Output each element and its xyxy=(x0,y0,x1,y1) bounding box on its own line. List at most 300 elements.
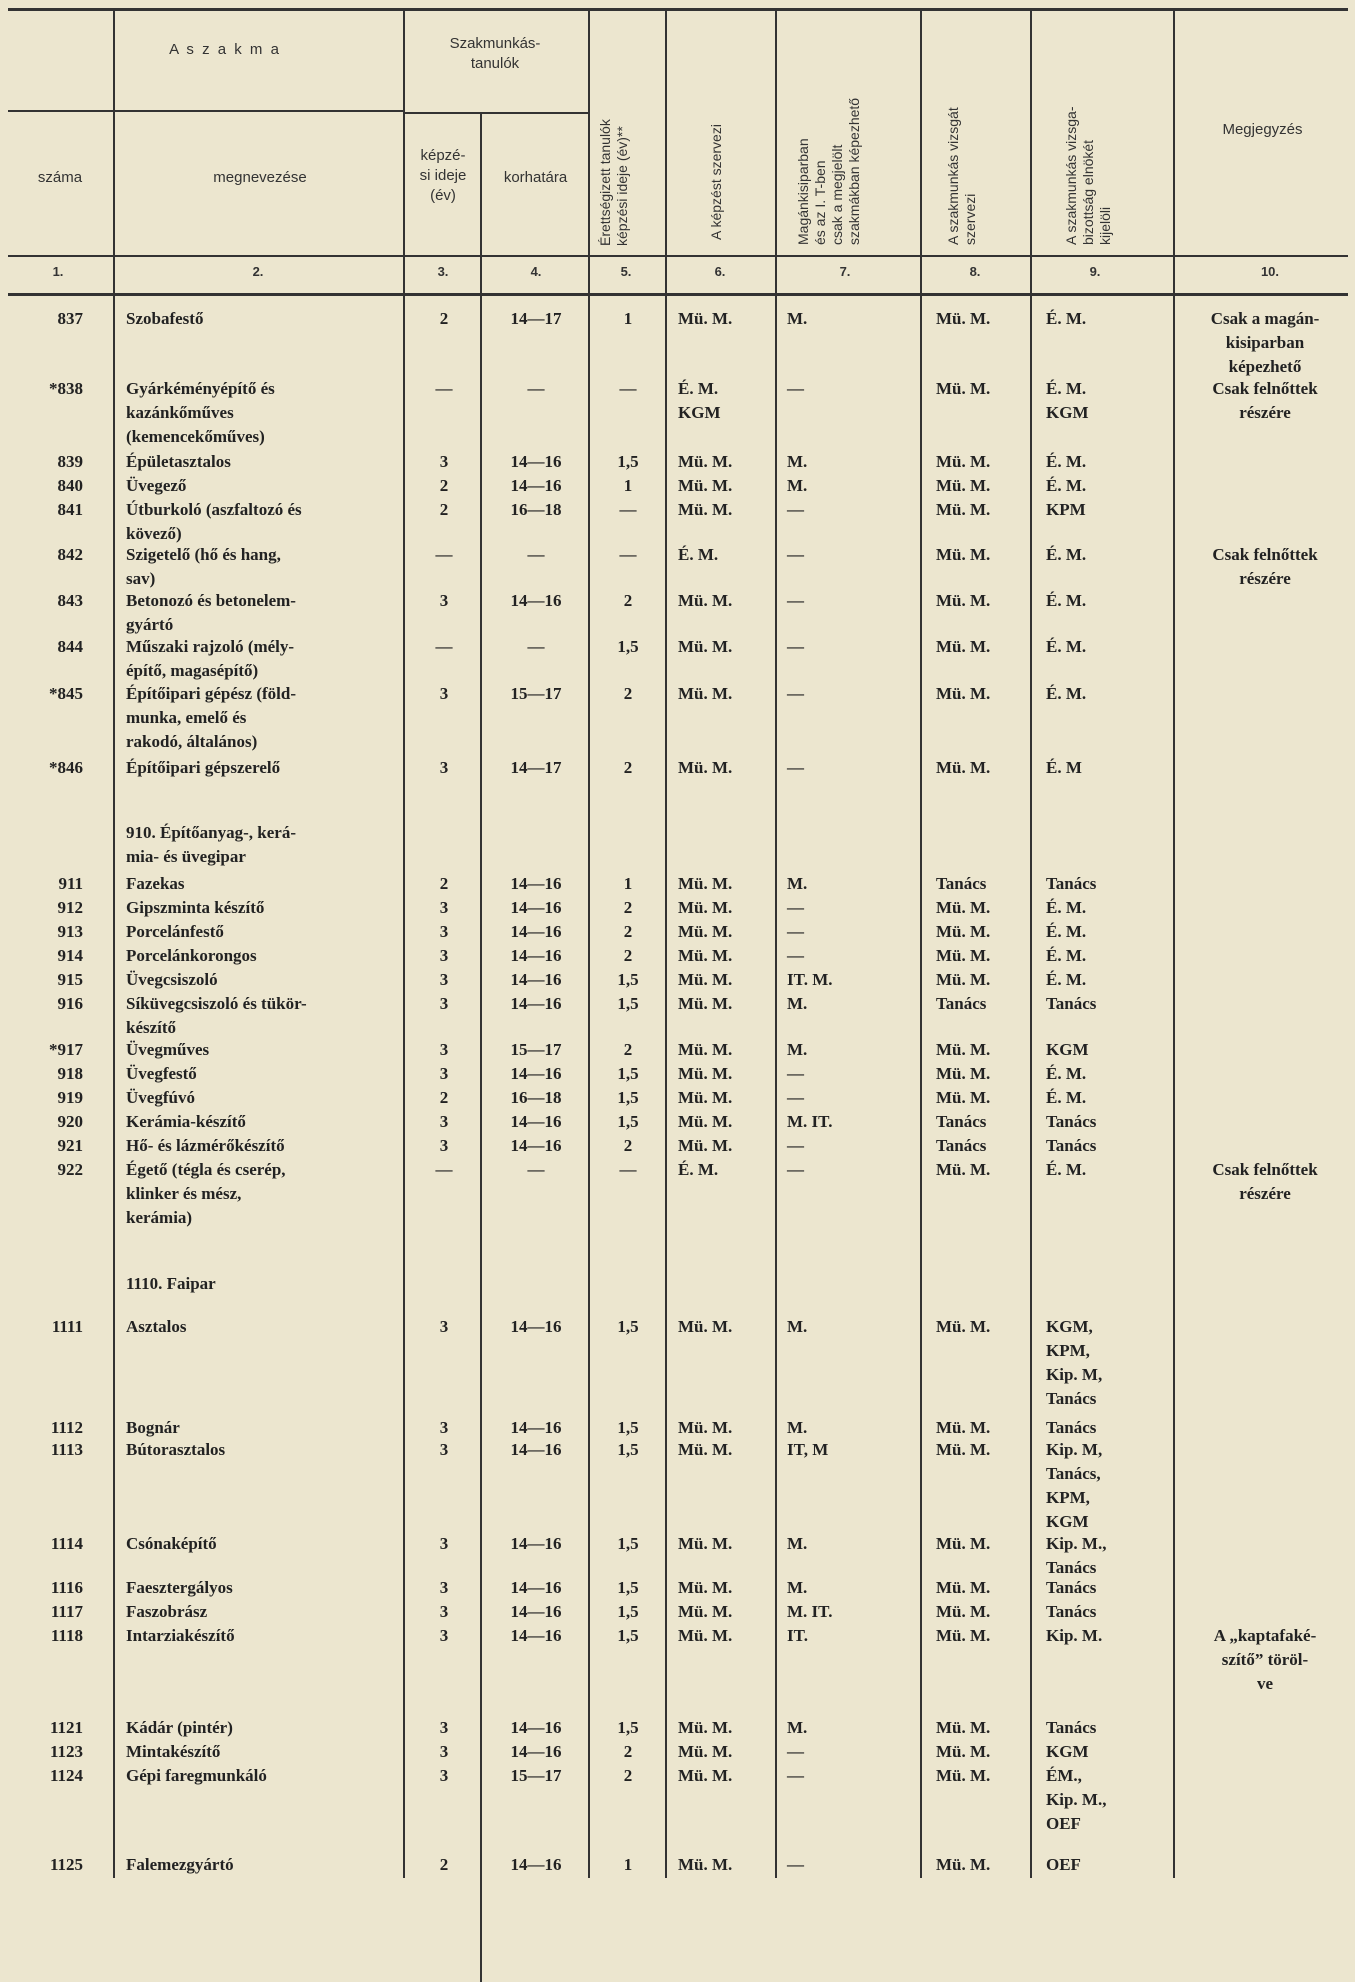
table-cell-name: Hő- és lázmérőkészítő xyxy=(126,1136,285,1155)
table-cell-c6: Mü. M. xyxy=(678,1418,733,1437)
table-cell-c5: 1,5 xyxy=(617,1317,639,1336)
table-cell-c4: 14—17 xyxy=(510,758,562,777)
table-cell-c4: 14—16 xyxy=(510,1440,562,1459)
table-cell-c5: 2 xyxy=(623,684,633,703)
table-cell-c8: Mü. M. xyxy=(936,1418,991,1437)
table-cell-c4: 14—16 xyxy=(510,591,562,610)
table-cell-c3: 2 xyxy=(439,476,449,495)
table-cell-num: *846 xyxy=(49,758,83,777)
table-cell-c6: É. M. xyxy=(678,545,719,564)
table-cell-name: Faszobrász xyxy=(126,1602,208,1621)
top-rule xyxy=(8,8,1348,11)
header-megnevezese: megnevezése xyxy=(213,169,307,186)
table-cell-c6: Mü. M. xyxy=(678,1855,733,1874)
table-cell-c4: 15—17 xyxy=(510,1766,562,1785)
table-cell-c5: 1,5 xyxy=(617,637,639,656)
table-cell-c5: — xyxy=(619,379,637,398)
table-cell-c9: Tanács xyxy=(1046,1136,1097,1155)
table-cell-num: 844 xyxy=(57,637,83,656)
table-cell-c6: Mü. M. xyxy=(678,309,733,328)
table-cell-c8: Mü. M. xyxy=(936,758,991,777)
table-cell-c8: Mü. M. xyxy=(936,591,991,610)
table-cell-c5: 1,5 xyxy=(617,1534,639,1553)
table-cell-name: Építőipari gépész (föld- munka, emelő és rakodó, általános) xyxy=(126,684,296,751)
table-cell-c4: 14—16 xyxy=(510,1855,562,1874)
table-cell-c4: 14—16 xyxy=(510,1602,562,1621)
table-cell-c9: É. M. xyxy=(1046,1064,1087,1083)
table-cell-c3: 2 xyxy=(439,1088,449,1107)
table-cell-c7: — xyxy=(787,1088,804,1107)
table-cell-c7: M. xyxy=(787,874,808,893)
table-cell-c8: Mü. M. xyxy=(936,1440,991,1459)
table-cell-c3: 3 xyxy=(439,452,449,471)
table-cell-c4: 14—16 xyxy=(510,922,562,941)
table-cell-c5: 1 xyxy=(623,874,633,893)
header-korhatara: korhatára xyxy=(503,169,568,186)
table-cell-c9: É. M. xyxy=(1046,946,1087,965)
table-cell-c4: 14—17 xyxy=(510,309,562,328)
table-cell-c8: Mü. M. xyxy=(936,452,991,471)
table-cell-c6: Mü. M. xyxy=(678,452,733,471)
table-cell-c9: KGM xyxy=(1046,1040,1089,1059)
table-cell-c8: Mü. M. xyxy=(936,970,991,989)
table-cell-c6: Mü. M. xyxy=(678,874,733,893)
subheader-rule-2 xyxy=(403,112,588,114)
table-cell-c5: 2 xyxy=(623,1136,633,1155)
table-cell-c8: Mü. M. xyxy=(936,946,991,965)
table-cell-name: Szigetelő (hő és hang, sav) xyxy=(126,545,281,588)
header-szama: száma xyxy=(37,169,83,186)
table-cell-c4: 14—16 xyxy=(510,1136,562,1155)
table-cell-name: Szobafestő xyxy=(126,309,204,328)
table-cell-c4: 14—16 xyxy=(510,1626,562,1645)
table-cell-c7: M. IT. xyxy=(787,1112,833,1131)
table-cell-c10: A „kaptafaké- szítő” töröl- ve xyxy=(1213,1626,1317,1693)
table-cell-c9: É. M. xyxy=(1046,637,1087,656)
table-cell-c7: — xyxy=(787,637,804,656)
table-cell-c9: ÉM., Kip. M., OEF xyxy=(1046,1766,1107,1833)
table-cell-c9: É. M. xyxy=(1046,1088,1087,1107)
table-cell-c9: É. M. xyxy=(1046,452,1087,471)
table-cell-c7: — xyxy=(787,1160,804,1179)
table-cell-num: 918 xyxy=(57,1064,83,1083)
table-cell-c7: — xyxy=(787,545,804,564)
colnum-bottom-rule xyxy=(8,293,1348,296)
table-cell-c4: 14—16 xyxy=(510,1578,562,1597)
table-cell-c5: 1,5 xyxy=(617,452,639,471)
table-cell-c4: 14—16 xyxy=(510,476,562,495)
table-cell-name: Kádár (pintér) xyxy=(126,1718,233,1737)
table-cell-c7: M. xyxy=(787,309,808,328)
table-cell-c4: 15—17 xyxy=(510,684,562,703)
table-cell-c7: M. xyxy=(787,1718,808,1737)
table-cell-c3: 3 xyxy=(439,970,449,989)
table-cell-c5: 1,5 xyxy=(617,1626,639,1645)
table-cell-c6: Mü. M. xyxy=(678,1064,733,1083)
header-vizsgat-szervezi: A szakmunkás vizsgát szervezi xyxy=(945,107,978,245)
table-cell-c3: 2 xyxy=(439,309,449,328)
colnum-2: 2. xyxy=(252,264,264,279)
table-cell-c8: Tanács xyxy=(936,874,987,893)
table-cell-num: 1116 xyxy=(50,1578,83,1597)
table-cell-c5: 1 xyxy=(623,309,633,328)
header-magankisipar: Magánkisiparban és az I. T-ben csak a megjelölt szakmákban képezhető xyxy=(795,97,862,245)
table-cell-name: Fazekas xyxy=(126,874,185,893)
table-cell-c9: É. M. xyxy=(1046,970,1087,989)
table-cell-name: Üvegcsiszoló xyxy=(126,970,218,989)
table-cell-c3: 3 xyxy=(439,1766,449,1785)
table-cell-c6: Mü. M. xyxy=(678,758,733,777)
column-divider xyxy=(113,8,115,1878)
table-cell-c9: Tanács xyxy=(1046,994,1097,1013)
table-cell-name: Üvegműves xyxy=(126,1040,210,1059)
table-cell-name: Intarziakészítő xyxy=(126,1626,235,1645)
table-cell-c8: Mü. M. xyxy=(936,684,991,703)
table-cell-c7: — xyxy=(787,379,804,398)
table-cell-num: 915 xyxy=(57,970,83,989)
table-cell-c8: Tanács xyxy=(936,1136,987,1155)
table-cell-c9: É. M. xyxy=(1046,591,1087,610)
table-cell-c9: Tanács xyxy=(1046,1718,1097,1737)
table-cell-c7: — xyxy=(787,1855,804,1874)
table-cell-c3: 3 xyxy=(439,1317,449,1336)
header-kepzest-szervezi: A képzést szervezi xyxy=(708,124,724,240)
table-cell-c3: — xyxy=(435,545,453,564)
table-cell-c7: — xyxy=(787,1742,804,1761)
table-cell-c3: 3 xyxy=(439,1626,449,1645)
table-cell-c8: Mü. M. xyxy=(936,1317,991,1336)
table-cell-num: 1113 xyxy=(50,1440,83,1459)
table-cell-c8: Mü. M. xyxy=(936,1040,991,1059)
table-cell-num: 1123 xyxy=(49,1742,83,1761)
table-cell-c9: Tanács xyxy=(1046,1418,1097,1437)
table-cell-c10: Csak felnőttek részére xyxy=(1212,379,1318,422)
table-cell-c9: Tanács xyxy=(1046,1112,1097,1131)
colnum-3: 3. xyxy=(437,264,449,279)
table-cell-c8: Mü. M. xyxy=(936,1766,991,1785)
table-cell-c4: 14—16 xyxy=(510,898,562,917)
table-cell-c7: M. xyxy=(787,1317,808,1336)
table-cell-c6: Mü. M. xyxy=(678,591,733,610)
table-cell-name: Gyárkéményépítő és kazánkőműves (kemencekőműves) xyxy=(126,379,275,446)
table-cell-num: 914 xyxy=(57,946,83,965)
table-cell-c8: Mü. M. xyxy=(936,500,991,519)
table-cell-c9: É. M. xyxy=(1046,545,1087,564)
table-cell-num: 1111 xyxy=(51,1317,83,1336)
table-cell-c5: — xyxy=(619,500,637,519)
table-cell-c6: Mü. M. xyxy=(678,922,733,941)
table-cell-c4: 14—16 xyxy=(510,970,562,989)
table-cell-num: 912 xyxy=(57,898,83,917)
table-cell-c7: — xyxy=(787,922,804,941)
table-cell-c9: É. M. xyxy=(1046,922,1087,941)
table-cell-c9: Tanács xyxy=(1046,1602,1097,1621)
table-cell-c8: Mü. M. xyxy=(936,1160,991,1179)
table-cell-c8: Tanács xyxy=(936,1112,987,1131)
table-cell-c10: Csak felnőttek részére xyxy=(1212,1160,1318,1203)
table-cell-c4: 14—16 xyxy=(510,1718,562,1737)
table-cell-c3: 3 xyxy=(439,1602,449,1621)
table-cell-c4: 16—18 xyxy=(510,1088,562,1107)
table-cell-c5: 1 xyxy=(623,1855,633,1874)
table-cell-c7: M. xyxy=(787,1040,808,1059)
table-cell-c9: Kip. M, Tanács, KPM, KGM xyxy=(1046,1440,1103,1531)
table-cell-num: 1117 xyxy=(50,1602,83,1621)
table-cell-c5: 2 xyxy=(623,898,633,917)
table-cell-c4: 15—17 xyxy=(510,1040,562,1059)
table-cell-name: Falemezgyártó xyxy=(126,1855,234,1874)
section-heading: 1110. Faipar xyxy=(126,1274,216,1293)
table-cell-c5: 1,5 xyxy=(617,1088,639,1107)
table-cell-c10: Csak a magán- kisiparban képezhető xyxy=(1210,309,1320,376)
table-cell-c7: — xyxy=(787,1064,804,1083)
table-cell-c6: Mü. M. xyxy=(678,1742,733,1761)
table-cell-c9: É. M. xyxy=(1046,898,1087,917)
table-cell-name: Asztalos xyxy=(126,1317,187,1336)
table-cell-c4: 16—18 xyxy=(510,500,562,519)
table-cell-c5: 1,5 xyxy=(617,994,639,1013)
table-cell-c3: 3 xyxy=(439,758,449,777)
table-cell-name: Műszaki rajzoló (mély- építő, magasépítő) xyxy=(126,637,295,680)
table-cell-c5: 1,5 xyxy=(617,1578,639,1597)
table-cell-c9: Tanács xyxy=(1046,874,1097,893)
table-cell-c6: Mü. M. xyxy=(678,1534,733,1553)
colnum-7: 7. xyxy=(839,264,851,279)
table-cell-name: Bútorasztalos xyxy=(126,1440,226,1459)
table-cell-c8: Mü. M. xyxy=(936,1578,991,1597)
table-cell-c8: Mü. M. xyxy=(936,1855,991,1874)
table-cell-c4: 14—16 xyxy=(510,452,562,471)
table-cell-c5: 2 xyxy=(623,758,633,777)
table-cell-c5: 2 xyxy=(623,1040,633,1059)
table-cell-c6: Mü. M. xyxy=(678,946,733,965)
table-cell-c6: Mü. M. xyxy=(678,1578,733,1597)
table-cell-c8: Mü. M. xyxy=(936,1534,991,1553)
table-cell-c8: Mü. M. xyxy=(936,1088,991,1107)
colnum-8: 8. xyxy=(969,264,981,279)
table-cell-c3: 3 xyxy=(439,1040,449,1059)
table-cell-c7: M. xyxy=(787,452,808,471)
table-cell-c4: 14—16 xyxy=(510,1317,562,1336)
table-cell-c6: Mü. M. xyxy=(678,1602,733,1621)
table-cell-num: 1124 xyxy=(49,1766,83,1785)
table-cell-c9: Kip. M. xyxy=(1046,1626,1103,1645)
table-cell-num: 919 xyxy=(57,1088,83,1107)
table-cell-c7: — xyxy=(787,684,804,703)
table-cell-c8: Mü. M. xyxy=(936,1718,991,1737)
header-szakma: A s z a k m a xyxy=(169,41,281,58)
table-cell-c8: Tanács xyxy=(936,994,987,1013)
table-cell-c7: — xyxy=(787,591,804,610)
table-cell-c9: É. M. xyxy=(1046,1160,1087,1179)
colnum-1: 1. xyxy=(52,264,64,279)
table-cell-c7: — xyxy=(787,1136,804,1155)
table-cell-c6: Mü. M. xyxy=(678,1136,733,1155)
table-cell-num: 920 xyxy=(57,1112,83,1131)
section-heading: 910. Építőanyag-, kerá- mia- és üvegipar xyxy=(126,823,296,866)
table-cell-c7: M. xyxy=(787,1418,808,1437)
table-cell-name: Üvegező xyxy=(126,476,187,495)
table-cell-num: 1118 xyxy=(50,1626,83,1645)
table-cell-c4: 14—16 xyxy=(510,874,562,893)
colnum-10: 10. xyxy=(1260,264,1280,279)
table-cell-c5: 2 xyxy=(623,1766,633,1785)
table-cell-num: 1114 xyxy=(50,1534,83,1553)
table-cell-c3: 3 xyxy=(439,994,449,1013)
table-cell-name: Porcelánfestő xyxy=(126,922,224,941)
table-cell-c6: Mü. M. xyxy=(678,1040,733,1059)
table-cell-c4: 14—16 xyxy=(510,946,562,965)
header-bottom-rule xyxy=(8,255,1348,257)
subheader-rule-1 xyxy=(8,110,403,112)
table-cell-c3: 3 xyxy=(439,1112,449,1131)
table-cell-c3: 2 xyxy=(439,874,449,893)
table-cell-c6: É. M. xyxy=(678,1160,719,1179)
table-cell-num: 837 xyxy=(57,309,83,328)
table-cell-num: *838 xyxy=(49,379,83,398)
header-megjegyzes: Megjegyzés xyxy=(1222,121,1303,138)
table-cell-c3: 3 xyxy=(439,1064,449,1083)
colnum-9: 9. xyxy=(1089,264,1101,279)
table-cell-c10: Csak felnőttek részére xyxy=(1212,545,1318,588)
table-cell-num: 841 xyxy=(57,500,83,519)
table-cell-c5: 1,5 xyxy=(617,970,639,989)
table-cell-name: Üvegfúvó xyxy=(126,1088,195,1107)
header-bizottsag: A szakmunkás vizsga- bizottság elnökét kijelöli xyxy=(1063,106,1113,245)
table-cell-c4: 14—16 xyxy=(510,994,562,1013)
table-cell-c3: 2 xyxy=(439,1855,449,1874)
table-cell-c5: — xyxy=(619,545,637,564)
table-cell-c9: É. M. xyxy=(1046,309,1087,328)
table-cell-name: Porcelánkorongos xyxy=(126,946,257,965)
table-cell-c5: 1,5 xyxy=(617,1440,639,1459)
table-cell-num: 921 xyxy=(57,1136,83,1155)
header-kepzesi-ideje: képzé- si ideje (év) xyxy=(419,147,467,204)
table-cell-c8: Mü. M. xyxy=(936,922,991,941)
table-cell-name: Építőipari gépszerelő xyxy=(126,758,281,777)
table-cell-name: Betonozó és betonelem- gyártó xyxy=(126,591,296,634)
table-cell-c6: Mü. M. xyxy=(678,1088,733,1107)
table-cell-c6: Mü. M. xyxy=(678,1718,733,1737)
table-cell-c3: 3 xyxy=(439,1534,449,1553)
table-cell-c8: Mü. M. xyxy=(936,898,991,917)
table-cell-num: 911 xyxy=(58,874,83,893)
colnum-6: 6. xyxy=(714,264,726,279)
table-cell-c7: M. xyxy=(787,994,808,1013)
table-cell-num: 840 xyxy=(57,476,83,495)
table-cell-name: Faesztergályos xyxy=(126,1578,233,1597)
table-cell-c6: Mü. M. xyxy=(678,898,733,917)
table-cell-c8: Mü. M. xyxy=(936,476,991,495)
table-cell-name: Mintakészítő xyxy=(126,1742,221,1761)
table-cell-c6: Mü. M. xyxy=(678,994,733,1013)
table-cell-c9: Tanács xyxy=(1046,1578,1097,1597)
table-cell-c3: 3 xyxy=(439,1578,449,1597)
table-cell-c4: 14—16 xyxy=(510,1534,562,1553)
table-cell-c8: Mü. M. xyxy=(936,379,991,398)
table-cell-name: Üvegfestő xyxy=(126,1064,197,1083)
table-cell-num: 922 xyxy=(57,1160,83,1179)
table-cell-c8: Mü. M. xyxy=(936,309,991,328)
table-cell-c7: IT. xyxy=(787,1626,808,1645)
table-cell-c5: 1,5 xyxy=(617,1602,639,1621)
table-cell-name: Gépi faregmunkáló xyxy=(126,1766,267,1785)
column-divider xyxy=(775,8,777,1878)
table-cell-c5: 2 xyxy=(623,946,633,965)
table-cell-c3: — xyxy=(435,379,453,398)
table-cell-c5: — xyxy=(619,1160,637,1179)
table-cell-c7: M. xyxy=(787,476,808,495)
table-cell-c3: 3 xyxy=(439,684,449,703)
table-cell-num: 842 xyxy=(57,545,83,564)
table-cell-c3: 3 xyxy=(439,1418,449,1437)
table-cell-c3: 3 xyxy=(439,922,449,941)
table-cell-c4: — xyxy=(527,545,545,564)
table-cell-num: *917 xyxy=(49,1040,83,1059)
table-cell-c5: 2 xyxy=(623,1742,633,1761)
table-cell-c3: 2 xyxy=(439,500,449,519)
table-cell-c5: 2 xyxy=(623,591,633,610)
table-cell-c8: Mü. M. xyxy=(936,1626,991,1645)
table-cell-c7: — xyxy=(787,500,804,519)
table-cell-c6: Mü. M. xyxy=(678,476,733,495)
table-cell-c6: Mü. M. xyxy=(678,637,733,656)
table-cell-c3: 3 xyxy=(439,946,449,965)
table-cell-c9: Kip. M., Tanács xyxy=(1046,1534,1107,1577)
table-cell-c8: Mü. M. xyxy=(936,1742,991,1761)
table-cell-c8: Mü. M. xyxy=(936,1064,991,1083)
table-cell-c7: M. xyxy=(787,1578,808,1597)
table-cell-c9: É. M. xyxy=(1046,476,1087,495)
table-cell-c5: 1,5 xyxy=(617,1112,639,1131)
table-cell-c9: É. M. xyxy=(1046,684,1087,703)
table-cell-c9: OEF xyxy=(1046,1855,1081,1874)
table-cell-c4: 14—16 xyxy=(510,1064,562,1083)
table-cell-c3: 3 xyxy=(439,1440,449,1459)
table-cell-c3: 3 xyxy=(439,1742,449,1761)
table-cell-name: Kerámia-készítő xyxy=(126,1112,246,1131)
table-cell-name: Égető (tégla és cserép, klinker és mész, kerámia) xyxy=(126,1160,286,1227)
table-cell-num: 839 xyxy=(57,452,83,471)
table-cell-c6: Mü. M. xyxy=(678,1440,733,1459)
table-cell-c5: 1,5 xyxy=(617,1718,639,1737)
table-cell-c8: Mü. M. xyxy=(936,545,991,564)
table-cell-name: Bognár xyxy=(126,1418,180,1437)
table-cell-c5: 1,5 xyxy=(617,1064,639,1083)
table-cell-num: 913 xyxy=(57,922,83,941)
table-cell-c4: 14—16 xyxy=(510,1112,562,1131)
table-cell-c6: Mü. M. xyxy=(678,1317,733,1336)
table-cell-num: 916 xyxy=(57,994,83,1013)
table-cell-c7: M. IT. xyxy=(787,1602,833,1621)
table-cell-c7: — xyxy=(787,946,804,965)
table-cell-c7: — xyxy=(787,1766,804,1785)
table-cell-c6: Mü. M. xyxy=(678,500,733,519)
table-cell-num: 1112 xyxy=(50,1418,83,1437)
table-cell-name: Épületasztalos xyxy=(126,452,231,471)
header-erettsegizett: Érettségizett tanulók képzési ideje (év)** xyxy=(597,119,630,246)
table-cell-c3: 3 xyxy=(439,1718,449,1737)
table-cell-c5: 1,5 xyxy=(617,1418,639,1437)
table-cell-c7: IT. M. xyxy=(787,970,833,989)
table-cell-c9: KGM xyxy=(1046,1742,1089,1761)
table-cell-num: 843 xyxy=(57,591,83,610)
table-cell-c3: 3 xyxy=(439,898,449,917)
table-cell-c3: — xyxy=(435,1160,453,1179)
column-divider xyxy=(1173,8,1175,1878)
table-cell-name: Gipszminta készítő xyxy=(126,898,265,917)
table-cell-c5: 1 xyxy=(623,476,633,495)
